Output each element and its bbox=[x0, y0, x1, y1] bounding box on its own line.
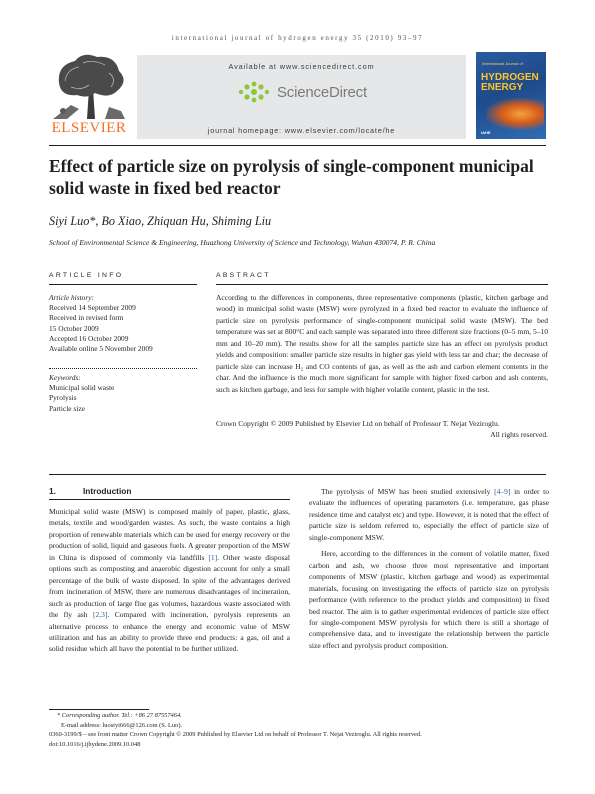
elsevier-tree-icon bbox=[49, 53, 129, 121]
cover-title-line1: HYDROGEN bbox=[481, 72, 539, 83]
article-title: Effect of particle size on pyrolysis of single-component municipal solid waste in fixed bed reactor bbox=[49, 156, 534, 198]
section-title: Introduction bbox=[83, 486, 132, 496]
history-revised-date: 15 October 2009 bbox=[49, 323, 99, 333]
abstract-bottom-rule bbox=[49, 474, 546, 475]
sciencedirect-wordmark: ScienceDirect bbox=[277, 83, 367, 101]
intro-text: . Other waste disposal options such as composting and anaerobic digestion account for only a small percentage of the bulk of waste disposed. In spite of the advantages derived from incineration of MSW, there are numerous disadvantages of incineration, such as production of large flue gas volumes, hazardous waste associated with the fly ash bbox=[49, 552, 290, 620]
abstract-text: According to the differences in components, three representative components (plastic, kitchen garbage and wood) in municipal solid waste (MSW) were pyrolyzed in a fixed bed reactor to evaluate the influence of particle size on pyrolysis performance of single-component municipal solid waste (MSW). The bed temperature was set at 800°C and each sample was separated into three different size fractions (0–5 mm, 5–10 mm and 10–20 mm). The results show for all the samples particle size has an effect on pyrolysis product yields and composition: smaller particle size results in higher gas yield with less tar and char; the decrease of particle size can increase H₂ and CO contents of gas, as well as the ash and carbon element contents in the char. And the influence is the much more significant for sample with higher fixed carbon and ash contents, such as kitchen garbage, and less for sample with higher volatile content, plastic in the test. bbox=[216, 293, 548, 394]
email-note[interactable]: E-mail address: luosiyi666@126.com (S. Luo). bbox=[61, 721, 183, 729]
history-accepted: Accepted 16 October 2009 bbox=[49, 333, 129, 343]
keywords-block bbox=[49, 373, 199, 414]
header-rule bbox=[49, 145, 546, 146]
intro-heading-rule bbox=[49, 499, 290, 500]
article-info-heading: ARTICLE INFO bbox=[49, 272, 124, 279]
intro-paragraph bbox=[49, 506, 290, 655]
journal-cover-image[interactable] bbox=[476, 52, 546, 139]
abstract-copyright: Crown Copyright © 2009 Published by Elsevier Ltd on behalf of Professor T. Nejat Veziroglu. bbox=[216, 419, 500, 428]
citation-link[interactable]: [2,3] bbox=[92, 610, 108, 620]
cover-title bbox=[481, 73, 539, 93]
journal-header-box bbox=[137, 55, 466, 139]
article-info-divider bbox=[49, 368, 197, 369]
history-revised: Received in revised form bbox=[49, 313, 124, 323]
journal-homepage-link[interactable]: journal homepage: www.elsevier.com/locate/he bbox=[207, 126, 396, 135]
abstract-rule bbox=[216, 284, 548, 285]
sciencedirect-logo[interactable] bbox=[237, 81, 367, 103]
cover-subtitle: International Journal of bbox=[482, 61, 523, 66]
abstract-rights: All rights reserved. bbox=[490, 430, 548, 439]
sciencedirect-dots-icon bbox=[237, 81, 273, 103]
keywords-label: Keywords: bbox=[49, 373, 81, 382]
cover-flame-graphic bbox=[486, 98, 544, 130]
elsevier-logo[interactable] bbox=[49, 53, 129, 137]
citation-link[interactable]: [1] bbox=[208, 552, 218, 562]
intro-right-column bbox=[309, 486, 549, 651]
cover-tag: IAHE bbox=[481, 130, 491, 135]
article-history bbox=[49, 293, 199, 354]
author-affiliation: School of Environmental Science & Engineering, Huazhong University of Science and Technology, Wuhan 430074, P. R. China bbox=[49, 238, 436, 247]
intro-text: The pyrolysis of MSW has been studied extensively bbox=[321, 487, 495, 496]
abstract-heading: ABSTRACT bbox=[216, 272, 271, 279]
keyword-item: Particle size bbox=[49, 403, 85, 413]
intro-left-column bbox=[49, 506, 290, 655]
intro-paragraph: Here, according to the differences in the content of volatile matter, fixed carbon and ash, we choose three most representative and important components of MSW (plastic, kitchen garbage and wood) as experimental materials, focusing on investigating the effects of particle size on pyrolysis performance (with reference to the product yields and composition) in fixed bed reactor. The aim is to gather experimental evidences of particle size effect for single-component MSW pyrolysis for which there is still a shortage of comprehensive data, and to investigate the relationship between the particle size effect and pyrolysis product composition. bbox=[309, 549, 549, 650]
intro-paragraph bbox=[309, 486, 549, 543]
section-heading-introduction bbox=[49, 486, 131, 496]
intro-text: Municipal solid waste (MSW) is composed mainly of paper, plastic, glass, metals, textile and wood/garden wastes. As such, the waste contains a high proportion of renewable materials which can be used for energy recovery or the production of solid, liquid and gaseous fuels. A greater proportion of the MSW in China is disposed of commonly via landfills bbox=[49, 507, 290, 562]
footnote-block bbox=[49, 711, 549, 749]
cover-title-line2: ENERGY bbox=[481, 82, 524, 93]
section-number: 1. bbox=[49, 486, 56, 496]
history-online: Available online 5 November 2009 bbox=[49, 344, 153, 354]
elsevier-wordmark: ELSEVIER bbox=[51, 120, 127, 136]
article-history-label: Article history: bbox=[49, 293, 94, 302]
history-received: Received 14 September 2009 bbox=[49, 303, 136, 313]
issn-line: 0360-3199/$ – see front matter Crown Copyright © 2009 Published by Elsevier Ltd on behalf of Professor T. Nejat Veziroglu. All rights reserved. bbox=[49, 731, 422, 739]
article-authors: Siyi Luo*, Bo Xiao, Zhiquan Hu, Shiming Liu bbox=[49, 214, 272, 228]
article-info-rule bbox=[49, 284, 197, 285]
keyword-item: Municipal solid waste bbox=[49, 383, 115, 393]
corresponding-author-note: * Corresponding author. Tel.: +86 27 87557464. bbox=[57, 712, 182, 719]
intro-text: . Compared with incineration, pyrolysis represents an alternative process to enhance the energy and economic value of MSW utilization and has an ability to provide three end products: a gas, oil and a solid residue which all have the potential to be further utilized. bbox=[49, 610, 290, 654]
available-at-link[interactable]: Available at www.sciencedirect.com bbox=[228, 62, 375, 71]
doi-line[interactable]: doi:10.1016/j.ijhydene.2009.10.048 bbox=[49, 740, 141, 748]
intro-text: in order to evaluate the influences of operating parameters (i.e. temperature, gas phase residence time and catalyst etc) and type. However, it is noted that the effect of particle size is seldom referred to, especially the effect of particle size of single-component MSW. bbox=[309, 487, 549, 542]
journal-citation-line: international journal of hydrogen energy 35 (2010) 93–97 bbox=[171, 34, 424, 42]
footnote-rule bbox=[49, 709, 149, 710]
keyword-item: Pyrolysis bbox=[49, 393, 77, 403]
citation-link[interactable]: [4–9] bbox=[494, 487, 511, 496]
